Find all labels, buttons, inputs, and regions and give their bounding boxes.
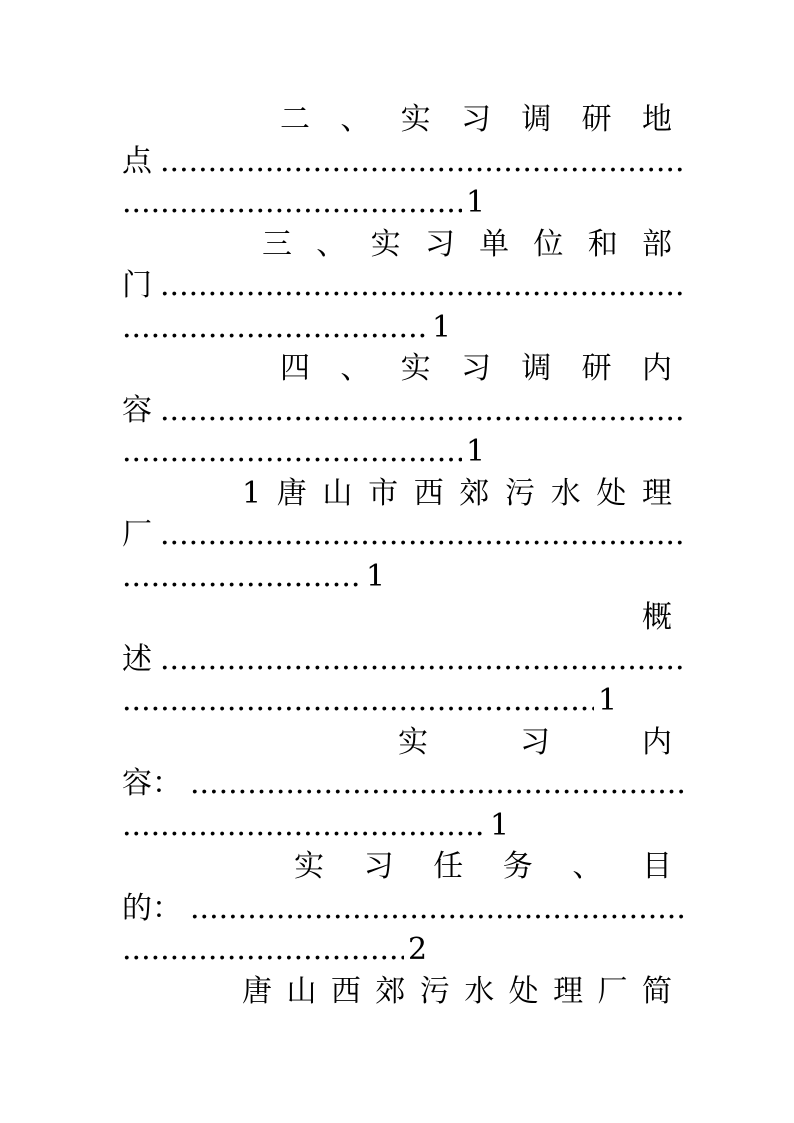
toc-heading-last-char: 容：: [122, 766, 182, 801]
toc-entry-leader: [122, 640, 686, 680]
dot-leader: [122, 681, 594, 721]
page-number: 1: [598, 683, 618, 718]
toc-heading-char: 位: [533, 226, 564, 262]
page-number: 1: [432, 309, 452, 345]
toc-heading-last-char: 的：: [122, 890, 182, 926]
toc-heading-char: 目: [641, 849, 672, 884]
toc-heading-char: 研: [581, 351, 612, 386]
toc-heading-char: 部: [641, 226, 672, 262]
toc-heading-char: 厂: [597, 973, 628, 1009]
dot-leader: [160, 391, 686, 431]
toc-heading-char: 调: [521, 351, 552, 386]
toc-entry-page-line: [122, 930, 686, 970]
toc-entry-leader: [122, 142, 686, 182]
dot-leader: [190, 764, 686, 804]
toc-heading-char: 水: [550, 475, 581, 511]
toc-entry-heading[interactable]: [294, 847, 672, 887]
toc-heading-char: 1: [242, 475, 262, 511]
toc-heading-char: 实: [398, 724, 428, 760]
toc-heading-char: 调: [521, 102, 552, 137]
toc-heading-char: 实: [370, 226, 401, 262]
toc-heading-char: 郊: [459, 475, 490, 511]
toc-entry-heading[interactable]: [640, 598, 672, 638]
dot-leader: [160, 142, 686, 182]
dot-leader: [160, 266, 686, 306]
toc-heading-char: 三: [262, 226, 292, 262]
toc-entry-leader: [122, 515, 686, 555]
toc-heading-char: 、: [572, 849, 603, 884]
toc-entry-page-line: [122, 557, 686, 597]
dot-leader: [190, 889, 686, 929]
toc-entry-page-line: [122, 308, 686, 348]
toc-entry-leader: [122, 764, 686, 804]
toc-heading-char: 市: [368, 475, 399, 511]
toc-entry-heading[interactable]: [262, 225, 672, 265]
toc-heading-char: 习: [460, 102, 491, 137]
toc-heading-char: 习: [520, 724, 550, 760]
toc-heading-char: 四: [280, 351, 310, 386]
toc-heading-char: 习: [460, 351, 491, 386]
toc-heading-char: 单: [479, 226, 510, 262]
toc-heading-char: 山: [286, 973, 317, 1009]
toc-heading-char: 、: [340, 102, 371, 137]
toc-heading-char: 污: [505, 475, 536, 511]
toc-entry-heading[interactable]: [242, 474, 672, 514]
toc-heading-char: 实: [400, 102, 431, 137]
toc-entry-leader: [122, 266, 686, 306]
toc-heading-last-char: 述: [122, 641, 152, 677]
toc-heading-char: 务: [502, 849, 533, 884]
toc-heading-char: 唐: [276, 475, 307, 511]
toc-heading-char: 研: [581, 102, 612, 137]
page-number: 1: [466, 434, 486, 469]
toc-entry-heading[interactable]: [398, 723, 672, 763]
toc-entry-leader: [122, 889, 686, 929]
toc-heading-char: 处: [508, 973, 539, 1009]
toc-heading-char: 概: [642, 600, 672, 635]
toc-heading-char: 实: [294, 849, 324, 884]
toc-entry-page-line: [122, 681, 686, 721]
toc-heading-char: 理: [553, 973, 584, 1009]
dot-leader: [122, 308, 428, 348]
toc-heading-char: 郊: [375, 973, 406, 1009]
dot-leader: [122, 183, 462, 223]
page-number: 1: [466, 185, 486, 220]
toc-heading-char: 唐: [242, 973, 272, 1009]
toc-heading-last-char: 门: [122, 268, 152, 303]
page-number: 2: [408, 932, 428, 967]
toc-heading-char: 、: [316, 226, 347, 262]
toc-heading-char: 和: [587, 226, 618, 262]
toc-heading-char: 西: [413, 475, 444, 511]
toc-heading-char: 习: [424, 226, 455, 262]
dot-leader: [122, 806, 486, 846]
dot-leader: [122, 930, 404, 970]
toc-heading-char: 处: [596, 475, 627, 511]
toc-heading-char: 习: [363, 849, 394, 884]
dot-leader: [122, 557, 362, 597]
toc-heading-char: 任: [433, 849, 464, 884]
toc-heading-char: 理: [642, 475, 672, 511]
dot-leader: [160, 640, 686, 680]
page-number: 1: [490, 807, 510, 843]
toc-heading-last-char: 点: [122, 143, 152, 179]
dot-leader: [160, 515, 686, 555]
toc-heading-char: 山: [322, 475, 353, 511]
toc-heading-char: 二: [280, 102, 310, 137]
toc-entry-heading[interactable]: [280, 100, 672, 140]
page-number: 1: [366, 558, 386, 594]
toc-heading-char: 、: [340, 351, 371, 386]
toc-heading-char: 西: [330, 973, 361, 1009]
toc-heading-char: 简: [641, 973, 672, 1009]
dot-leader: [122, 432, 462, 472]
toc-entry-page-line: [122, 183, 686, 223]
toc-entry-page-line: [122, 806, 686, 846]
toc-heading-char: 地: [641, 102, 672, 137]
toc-entry-leader: [122, 391, 686, 431]
toc-heading-last-char: 厂: [122, 517, 152, 552]
toc-heading-char: 污: [419, 973, 450, 1009]
toc-heading-char: 水: [464, 973, 495, 1009]
toc-entry-heading[interactable]: [280, 349, 672, 389]
toc-entry-heading[interactable]: [242, 972, 672, 1012]
toc-heading-char: 实: [400, 351, 431, 386]
toc-heading-char: 内: [641, 351, 672, 386]
toc-heading-last-char: 容: [122, 392, 152, 428]
toc-heading-char: 内: [642, 724, 672, 760]
toc-entry-page-line: [122, 432, 686, 472]
